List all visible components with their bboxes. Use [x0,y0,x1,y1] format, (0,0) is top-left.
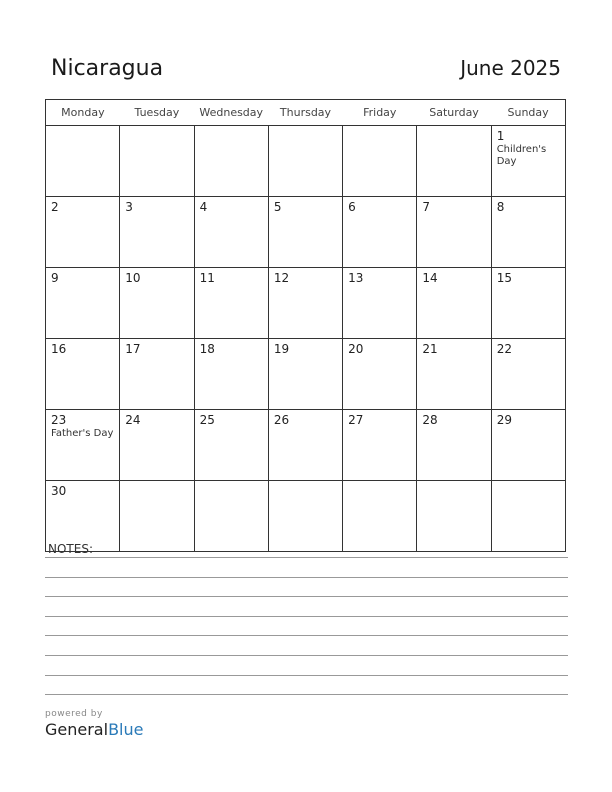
day-cell[interactable] [491,126,565,197]
weekday-header: Monday [46,100,120,126]
note-line [45,656,568,676]
day-cell[interactable] [417,126,491,197]
day-cell[interactable] [46,126,120,197]
day-cell[interactable] [120,410,194,481]
day-cell[interactable] [417,197,491,268]
day-cell[interactable] [417,410,491,481]
day-number: 10 [125,271,141,285]
day-cell[interactable] [417,268,491,339]
day-number: 29 [496,413,512,427]
notes-label: NOTES: [48,542,93,556]
brand-logo[interactable] [45,720,143,739]
day-cell[interactable] [120,197,194,268]
day-cell[interactable] [120,339,194,410]
note-line [45,676,568,696]
notes-section [45,541,568,695]
day-cell[interactable] [491,197,565,268]
day-cell[interactable] [46,268,120,339]
day-cell[interactable] [46,197,120,268]
week-row [46,126,566,197]
day-cell[interactable] [417,339,491,410]
day-cell[interactable] [491,339,565,410]
day-number: 17 [125,342,141,356]
day-cell[interactable] [491,410,565,481]
day-cell[interactable] [343,410,417,481]
day-number: 15 [496,271,512,285]
weekday-header: Thursday [268,100,342,126]
day-number: 28 [422,413,438,427]
day-number: 18 [199,342,215,356]
day-number: 3 [125,200,133,214]
day-cell[interactable] [194,410,268,481]
day-cell[interactable] [343,126,417,197]
day-number: 4 [199,200,208,214]
day-cell[interactable] [120,268,194,339]
day-cell[interactable] [194,339,268,410]
weekday-header: Saturday [417,100,491,126]
day-number: 2 [51,200,59,214]
day-number: 5 [273,200,282,214]
day-number: 13 [348,271,364,285]
day-cell[interactable] [343,339,417,410]
calendar-grid [45,99,566,552]
day-number: 30 [51,484,67,498]
day-cell[interactable] [268,410,342,481]
day-cell[interactable] [46,410,120,481]
day-cell[interactable] [268,126,342,197]
day-cell[interactable] [268,197,342,268]
footer [45,709,143,739]
calendar-body [46,126,566,552]
day-cell[interactable] [268,339,342,410]
day-cell[interactable] [194,197,268,268]
day-cell[interactable] [343,268,417,339]
day-number: 25 [199,413,215,427]
day-number: 27 [348,413,364,427]
day-number: 21 [422,342,438,356]
brand-blue: Blue [108,720,144,739]
day-number: 20 [348,342,364,356]
day-number: 8 [496,200,505,214]
day-cell[interactable] [491,268,565,339]
week-row [46,339,566,410]
day-cell[interactable] [194,126,268,197]
week-row [46,197,566,268]
country-title: Nicaragua [51,56,164,81]
day-number: 12 [273,271,290,285]
day-number: 11 [199,271,215,285]
day-cell[interactable] [46,339,120,410]
note-line [45,636,568,656]
day-number: 14 [422,271,438,285]
note-line [45,597,568,617]
day-number: 24 [125,413,141,427]
day-cell[interactable] [194,268,268,339]
weekday-header: Wednesday [194,100,268,126]
holiday-label: Father's Day [51,428,114,439]
note-line [45,617,568,637]
week-row [46,268,566,339]
day-number: 6 [348,200,356,214]
day-number: 19 [273,342,290,356]
day-number: 22 [496,342,512,356]
note-line [45,578,568,598]
day-cell[interactable] [268,268,342,339]
brand-general: General [45,720,109,739]
month-year-title: June 2025 [460,56,561,80]
holiday-label: Children's Day [496,144,547,167]
weekday-header: Tuesday [120,100,194,126]
note-line [45,558,568,578]
day-number: 23 [51,413,67,427]
day-number: 26 [273,413,290,427]
week-row [46,410,566,481]
day-number: 9 [51,271,59,285]
powered-by-text: powered by [45,709,103,719]
weekday-header-row [46,100,566,126]
day-cell[interactable] [343,197,417,268]
day-number: 7 [422,200,431,214]
weekday-header: Friday [343,100,417,126]
weekday-header: Sunday [491,100,565,126]
day-number: 16 [51,342,67,356]
day-cell[interactable] [120,126,194,197]
day-number: 1 [496,129,505,143]
